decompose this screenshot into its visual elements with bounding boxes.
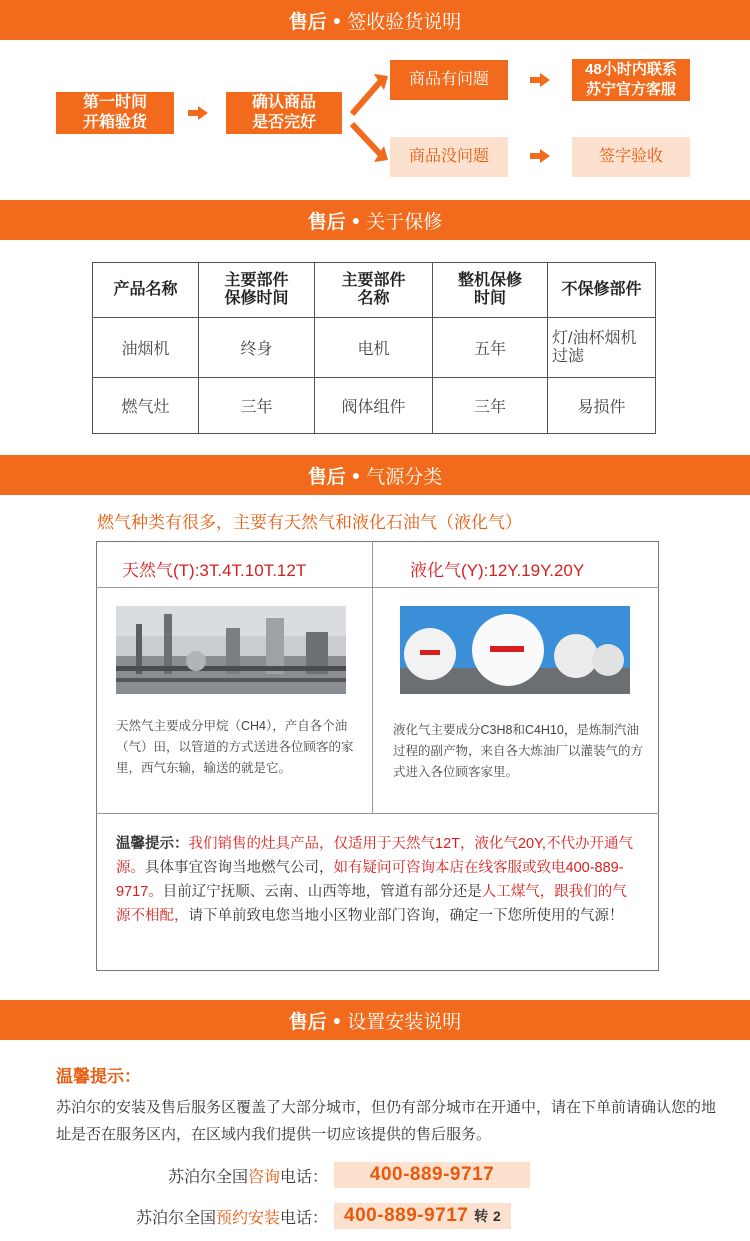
gas-tip (116, 832, 636, 928)
section-main-label: 售后 (288, 1011, 327, 1033)
flow-no-problem-label: 商品没问题 (408, 148, 489, 165)
tip-text: 具体事宜咨询当地燃气公司， (145, 860, 334, 876)
section-sub-label: 气源分类 (366, 466, 443, 488)
divider (96, 587, 659, 588)
bullet-separator: ● (351, 212, 361, 228)
table-row (93, 378, 656, 434)
tip-text-red: 如有疑问可咨询本店在线客服或致电400-889-9717。 (116, 860, 624, 900)
flow-contact-line1: 48小时内联系 (585, 61, 677, 78)
consult-phone-number[interactable]: 400-889-9717 (334, 1162, 530, 1188)
table-cell: 电机 (315, 318, 433, 378)
flow-contact (572, 59, 690, 101)
table-cell: 灯/油杯烟机过滤 (548, 318, 656, 378)
natural-gas-plant-image (116, 606, 346, 694)
flow-arrow-3-stem (530, 153, 540, 159)
table-row (93, 318, 656, 378)
table-header-cell: 产品名称 (93, 263, 199, 318)
divider (96, 813, 659, 814)
phone-keyword: 预约安装 (216, 1209, 281, 1227)
section-header-warranty (0, 200, 750, 240)
phone-prefix: 苏泊尔全国 (136, 1209, 217, 1227)
flow-problem (390, 60, 508, 100)
phone-prefix: 苏泊尔全国 (168, 1168, 249, 1186)
section-sub-label: 设置安装说明 (347, 1011, 462, 1033)
flow-arrow-1-stem (188, 110, 198, 116)
warranty-table (92, 262, 656, 434)
phone-keyword: 咨询 (248, 1168, 281, 1186)
tip-text-red: 人工煤气，跟我们的气源不相配， (116, 884, 627, 924)
flow-no-problem (390, 137, 508, 177)
flow-sign-label: 签字验收 (598, 148, 663, 165)
section-header-install (0, 1000, 750, 1040)
install-text: 苏泊尔的安装及售后服务区覆盖了大部分城市，但仍有部分城市在开通中，请在下单前请确认您的地址是否在服务区内，在区域内我们提供一切应该提供的售后服务。 (56, 1099, 717, 1143)
lpg-heading: 液化气(Y):12Y.19Y.20Y (410, 561, 585, 580)
lpg-tanks-image (400, 606, 630, 694)
table-cell: 终身 (199, 318, 315, 378)
table-header-cell: 不保修部件 (548, 263, 656, 318)
section-main-label: 售后 (288, 11, 327, 33)
gas-intro: 燃气种类有很多，主要有天然气和液化石油气（液化气） (97, 513, 522, 532)
flow-step-unbox-line2: 开箱验货 (82, 114, 147, 131)
bullet-separator: ● (332, 12, 342, 28)
table-cell: 油烟机 (93, 318, 199, 378)
table-cell: 三年 (199, 378, 315, 434)
flow-step-unbox-line1: 第一时间 (82, 94, 147, 111)
section-header-gas (0, 455, 750, 495)
section-sub-label: 签收验货说明 (347, 11, 462, 33)
arrow-right-icon (198, 106, 208, 120)
flow-arrow-2-stem (530, 77, 540, 83)
table-cell: 易损件 (548, 378, 656, 434)
tip-text-red: 我们销售的灶具产品，仅适用于天然气12T，液化气20Y,不代办开通气源。 (116, 836, 633, 876)
section-sub-label: 关于保修 (366, 211, 443, 233)
table-cell: 阀体组件 (315, 378, 433, 434)
install-phone-number[interactable] (334, 1203, 511, 1229)
install-tip-label: 温馨提示： (56, 1067, 141, 1086)
consult-phone-row (168, 1162, 530, 1188)
table-header-cell: 主要部件 保修时间 (199, 263, 315, 318)
bullet-separator: ● (332, 1012, 342, 1028)
branch-arrows-icon (350, 68, 390, 168)
flow-step-check-line1: 确认商品 (251, 94, 316, 111)
flow-contact-line2: 苏宁官方客服 (585, 81, 676, 98)
tip-text: 目前辽宁抚顺、云南、山西等地，管道有部分还是 (162, 884, 482, 900)
bullet-separator: ● (351, 467, 361, 483)
flow-step-unbox (56, 92, 174, 134)
natural-gas-heading: 天然气(T):3T.4T.10T.12T (122, 561, 307, 580)
natural-gas-description: 天然气主要成分甲烷（CH4），产自各个油（气）田，以管道的方式送进各位顾客的家里，西气东输，输送的就是它。 (116, 719, 354, 775)
phone-suffix: 电话： (280, 1209, 329, 1227)
flow-step-check (226, 92, 342, 134)
flow-problem-label: 商品有问题 (408, 71, 489, 88)
table-header-cell: 主要部件 名称 (315, 263, 433, 318)
tip-label: 温馨提示： (116, 836, 189, 852)
arrow-right-icon (540, 73, 550, 87)
section-main-label: 售后 (307, 466, 346, 488)
table-cell: 五年 (433, 318, 548, 378)
install-phone-digits: 400-889-9717 (344, 1205, 469, 1226)
table-header-row (93, 263, 656, 318)
table-cell: 燃气灶 (93, 378, 199, 434)
flow-sign (572, 137, 690, 177)
extension-label: 转 2 (474, 1208, 502, 1224)
tip-text: 请下单前致电您当地小区物业部门咨询，确定一下您所使用的气源！ (188, 908, 624, 924)
divider (372, 541, 373, 814)
install-phone-row (136, 1203, 511, 1229)
arrow-right-icon (540, 149, 550, 163)
table-cell: 三年 (433, 378, 548, 434)
lpg-description: 液化气主要成分C3H8和C4H10，是炼制汽油过程的副产物，来自各大炼油厂以灌装气的方式进入各位顾客家里。 (393, 723, 644, 779)
flow-step-check-line2: 是否完好 (251, 114, 316, 131)
section-header-inspection (0, 0, 750, 40)
section-main-label: 售后 (307, 211, 346, 233)
table-header-cell: 整机保修 时间 (433, 263, 548, 318)
phone-suffix: 电话： (280, 1168, 329, 1186)
